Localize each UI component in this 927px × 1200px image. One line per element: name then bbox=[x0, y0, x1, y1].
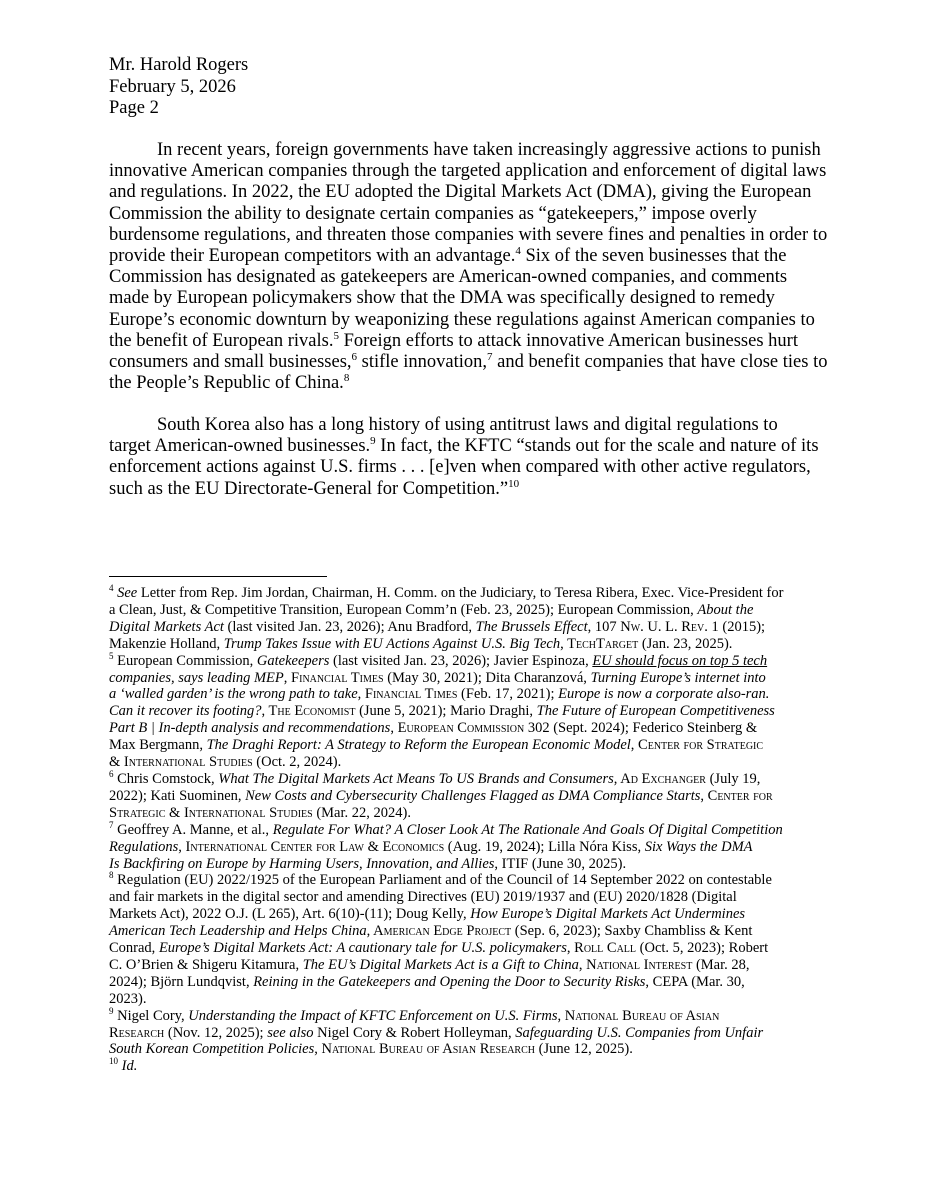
page-number: Page 2 bbox=[109, 98, 159, 118]
text-line: such as the EU Directorate-General for Competition.”$^{10}$ bbox=[109, 477, 520, 499]
footnote-ref: 4 bbox=[515, 244, 521, 257]
footnote-divider bbox=[109, 576, 327, 577]
footnote-ref: 7 bbox=[487, 350, 493, 363]
recipient-name: Mr. Harold Rogers bbox=[109, 55, 249, 75]
text-line: enforcement actions against U.S. firms . . . [e]ven when compared with other active regulators, bbox=[109, 457, 811, 478]
footnote-8: $^8$ Regulation (EU) 2022/1925 of the European Parliament and of the Council of 14 September 2022 on contestable and fair markets in the digital sector and amending Directives (EU) 2019/1937 and (EU) 2020/1828 (Digital Markets Act), 2022 O.J. (L 265), Art. 6(10)-(11); Doug Kelly, How Europe’s Digital Markets Act Undermines American Tech Leadership and Helps China, American Edge Project (Sep. 6, 2023); Saxby Chambliss & Kent Conrad, Europe’s Digital Markets Act: A cautionary tale for U.S. policymakers, Roll Call (Oct. 5, 2023); Robert C. O’Brien & Shigeru Kitamura, The EU’s Digital Markets Act is a Gift to China, National Interest (Mar. 28, 2024); Björn Lundqvist, Reining in the Gatekeepers and Opening the Door to Security Risks, CEPA (Mar. 30, 2023). bbox=[109, 870, 772, 1007]
footnote-4: $^4$ See Letter from Rep. Jim Jordan, Chairman, H. Comm. on the Judiciary, to Teresa Ribera, Exec. Vice-President for a Clean, Just, & Competitive Transition, European Comm’n (Feb. 23, 2025); European Commission, About the Digital Markets Act (last visited Jan. 23, 2026); Anu Bradford, The Brussels Effect, 107 Nw. U. L. Rev. 1 (2015); Makenzie Holland, Trump Takes Issue with EU Actions Against U.S. Big Tech, TechTarget (Jan. 23, 2025). bbox=[109, 583, 784, 652]
text-line: and regulations. In 2022, the EU adopted the Digital Markets Act (DMA), giving the European bbox=[109, 182, 812, 203]
text-line: the benefit of European rivals.$^5$ Foreign efforts to attack innovative American businesses hurt bbox=[109, 329, 798, 351]
footnote-6: $^6$ Chris Comstock, What The Digital Markets Act Means To US Brands and Consumers, Ad Exchanger (July 19, 2022); Kati Suominen, New Costs and Cybersecurity Challenges Flagged as DMA Compliance Starts, Center for Strategic & International Studies (Mar. 22, 2024). bbox=[109, 769, 773, 821]
paragraph-gatekeepers bbox=[109, 140, 828, 394]
letter-header bbox=[109, 55, 248, 120]
paragraph-south-korea bbox=[109, 415, 821, 500]
text-line: Commission has designated as gatekeepers are American-owned companies, and comments bbox=[109, 267, 788, 288]
text-line: target American-owned businesses.$^9$ In fact, the KFTC “stands out for the scale and nature of its bbox=[109, 435, 819, 457]
text-line: innovative American companies through the targeted application and enforcement of digital laws bbox=[109, 161, 827, 182]
text-line: Europe’s economic downturn by weaponizing these regulations against American companies to bbox=[109, 309, 815, 330]
letter-date: February 5, 2026 bbox=[109, 76, 236, 97]
footnote-ref: 8 bbox=[343, 372, 350, 385]
text-line: the People’s Republic of China.$^8$ bbox=[109, 372, 350, 394]
footnote-7: $^7$ Geoffrey A. Manne, et al., Regulate For What? A Closer Look At The Rationale And Goals Of Digital Competition Regulations, International Center for Law & Economics (Aug. 19, 2024); Lilla Nóra Kiss, Six Ways the DMA Is Backfiring on Europe by Harming Users, Innovation, and Allies, ITIF (June 30, 2025). bbox=[109, 819, 783, 872]
text-line: consumers and small businesses,$^6$ stifle innovation,$^7$ and benefit companies that have close ties to bbox=[109, 350, 828, 373]
footnote-5: $^5$ European Commission, Gatekeepers (last visited Jan. 23, 2026); Javier Espinoza, EU should focus on top 5 tech companies, says leading MEP, Financial Times (May 30, 2021); Dita Charanzová, Turning Europe’s internet into a ‘walled garden’ is the wrong path to take, Financial Times (Feb. 17, 2021); Europe is now a corporate also-ran. Can it recover its footing?, The Economist (June 5, 2021); Mario Draghi, The Future of European Competitiveness Part B | In-depth analysis and recommendations, European Commission 302 (Sept. 2024); Federico Steinberg & Max Bergmann, The Draghi Report: A Strategy to Reform the European Economic Model, Center for Strategic & International Studies (Oct. 2, 2024). bbox=[109, 650, 775, 771]
text-line: made by European policymakers show that the DMA was specifically designed to remedy bbox=[109, 288, 775, 309]
footnotes bbox=[109, 585, 829, 1075]
text-line: South Korea also has a long history of using antitrust laws and digital regulations to bbox=[157, 415, 778, 435]
text-line: In recent years, foreign governments have taken increasingly aggressive actions to punish bbox=[157, 140, 821, 160]
text-line: provide their European competitors with an advantage.$^4$ Six of the seven businesses that the bbox=[109, 244, 787, 267]
footnote-9: $^9$ Nigel Cory, Understanding the Impact of KFTC Enforcement on U.S. Firms, National Bureau of Asian Research (Nov. 12, 2025); see also Nigel Cory & Robert Holleyman, Safeguarding U.S. Companies from Unfair South Korean Competition Policies, National Bureau of Asian Research (June 12, 2025). bbox=[109, 1005, 764, 1058]
footnote-ref: 6 bbox=[351, 350, 358, 363]
footnote-ref: 9 bbox=[370, 435, 376, 448]
text-line: burdensome regulations, and threaten those companies with severe fines and penalties in order to bbox=[109, 224, 828, 245]
footnote-10: $^{10}$ Id. bbox=[109, 1056, 138, 1075]
text-line: Commission the ability to designate certain companies as “gatekeepers,” impose overly bbox=[109, 203, 757, 224]
footnote-ref: 10 bbox=[508, 477, 520, 490]
footnote-ref: 5 bbox=[333, 329, 339, 342]
